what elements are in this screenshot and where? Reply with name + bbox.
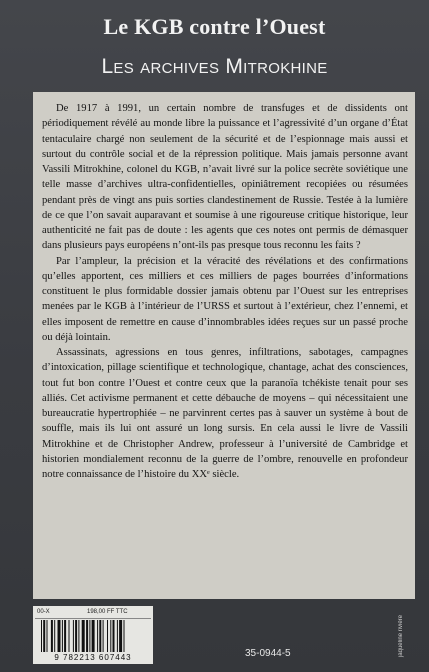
isbn-reference: 35-0944-5 [245, 648, 291, 659]
blurb-paragraph-2: Par l’ampleur, la précision et la véracité des révélations et des confirmations qu’elles apportent, ces milliers et ces milliers de pages bourrées d’informations constituent le plus formidable dossier jamais obtenu par l’Ouest sur les entreprises menées par le KGB à l’intérieur de l’URSS et surtout à l’extérieur, chez l’ennemi, et elles imposent de remettre en cause d’innombrables idées reçues sur un passé proche ou déjà lointain. [42, 255, 408, 343]
barcode-icon [41, 620, 149, 652]
price-label: 198,00 FF TTC [87, 609, 128, 615]
blurb-paragraph-1: De 1917 à 1991, un certain nombre de transfuges et de dissidents ont périodiquement révélé au monde libre la puissance et l’agressivité d’un organe d’État tentaculaire chargé non seulement de la sécurité et de l’espionnage mais aussi et surtout du contrôle social et de la répression politique. Mais jamais personne avant Vassili Mitrokhine, colonel du KGB, n’avait livré sur la police secrète soviétique une telle masse d’archives ultra-confidentielles, opiniâtrement recopiées ou résumées pendant près de vingt ans puis sorties clandestinement de Russie. Testée à la lumière de ce que l’on savait auparavant et soumise à une rigoureuse critique historique, leur authenticité ne fait pas de doute : les agents que ces notes ont permis de démasquer dans plusieurs pays européens n’ont-ils pas presque tous reconnu les faits ? [42, 103, 408, 252]
blurb-box [33, 92, 415, 599]
barcode-label [33, 606, 153, 664]
book-title: Le KGB contre l’Ouest [103, 14, 326, 39]
barcode-header [35, 608, 151, 619]
book-subtitle: Les archives Mitrokhine [101, 55, 328, 78]
barcode-code: 00-X [37, 609, 50, 615]
blurb-paragraph-3: Assassinats, agressions en tous genres, infiltrations, sabotages, campagnes d’intoxication, pillage scientifique et technologique, chantage, achat des consciences, tout fut bon contre l’Ouest et contre ceux que la paranoïa tchékiste tenait pour ses alliés. Cet activisme permanent et cette débauche de moyens – qui nécessitaient une bureaucratie hypertrophiée – ne parvinrent certes pas à sauver un système à bout de souffle, mais ils lui ont assuré un long sursis. En cela aussi le livre de Vassili Mitrokhine et de Christopher Andrew, professeur à l’université de Cambridge et historien mondialement reconnu de la guerre de l’ombre, renouvelle en profondeur notre connaissance de l’histoire du XXᵉ siècle. [42, 347, 408, 480]
cover-credit: jaqueline rivière [398, 615, 404, 658]
barcode-digits: 9 782213 607443 [54, 653, 132, 662]
